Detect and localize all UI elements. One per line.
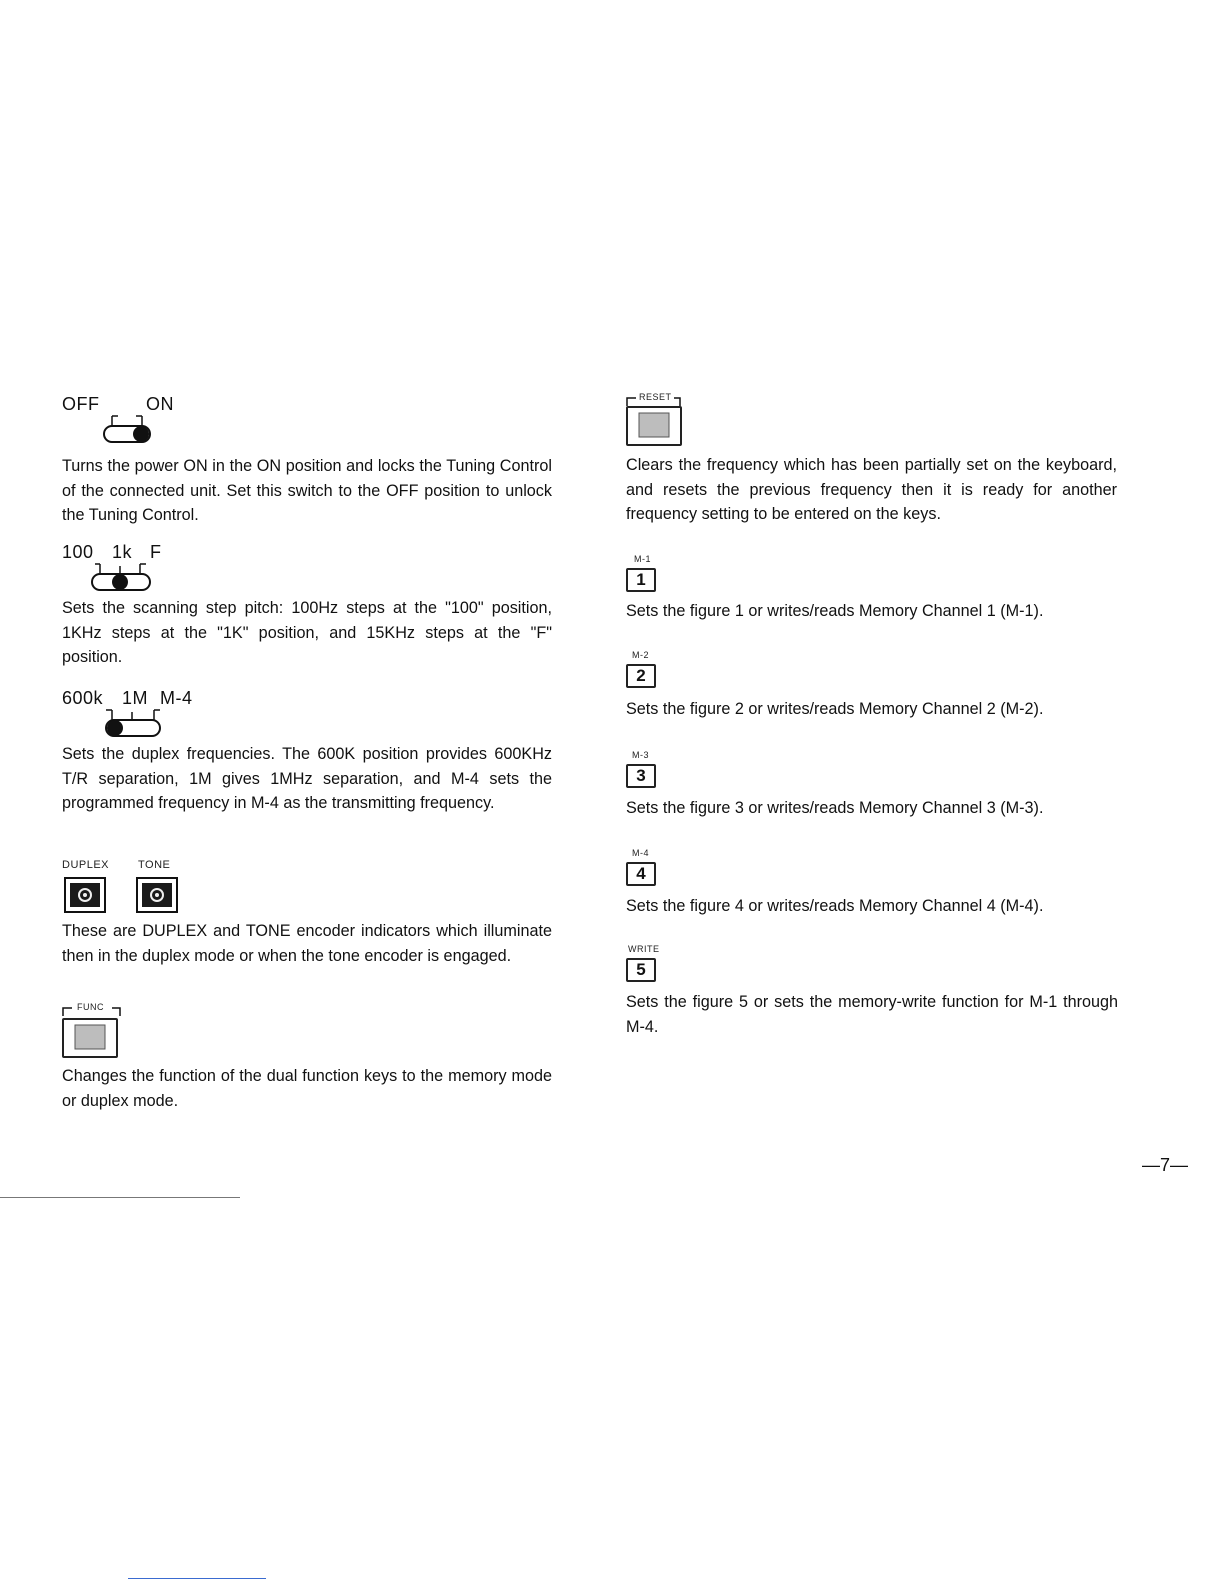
duplex-switch-section: [62, 688, 554, 812]
func-key[interactable]: [62, 1018, 118, 1058]
key-5-label: WRITE: [628, 944, 660, 954]
key-3-label: M-3: [632, 750, 649, 760]
key-4-label: M-4: [632, 848, 649, 858]
key-5[interactable]: 5: [626, 958, 656, 982]
key-5-description: Sets the figure 5 or sets the memory-write function for M-1 through M-4.: [626, 993, 1118, 1036]
step-switch-100-label: 100: [62, 542, 94, 562]
power-switch[interactable]: [62, 408, 182, 444]
key-4-description: Sets the figure 4 or writes/reads Memory Channel 4 (M-4).: [626, 897, 1044, 915]
duplex-switch-description: Sets the duplex frequencies. The 600K position provides 600KHz T/R separation, 1M gives 1MHz separation, and M-4 sets the programmed frequency in M-4 as the transmitting frequency.: [62, 745, 552, 812]
key-2-description: Sets the figure 2 or writes/reads Memory Channel 2 (M-2).: [626, 700, 1044, 718]
reset-key-description: Clears the frequency which has been partially set on the keyboard, and resets the previous frequency then it is ready for another frequency setting to be entered on the keys.: [626, 456, 1117, 523]
tone-indicator-lamp: [136, 877, 178, 913]
reset-key[interactable]: [626, 406, 682, 446]
duplex-indicator-lamp: [64, 877, 106, 913]
bottom-rule: [0, 1197, 240, 1198]
key-3-description: Sets the figure 3 or writes/reads Memory Channel 3 (M-3).: [626, 799, 1044, 817]
power-switch-off-label: OFF: [62, 394, 100, 414]
key-2[interactable]: 2: [626, 664, 656, 688]
key-1-label: M-1: [634, 554, 651, 564]
step-switch-description: Sets the scanning step pitch: 100Hz steps at the "100" position, 1KHz steps at the "1K" position, and 15KHz steps at the "F" position.: [62, 599, 552, 666]
duplex-switch-m4-label: M-4: [160, 688, 193, 708]
key-4[interactable]: 4: [626, 862, 656, 886]
tone-indicator-label: TONE: [138, 859, 171, 871]
key-1[interactable]: 1: [626, 568, 656, 592]
step-switch-1k-label: 1k: [112, 542, 133, 562]
duplex-switch[interactable]: [62, 702, 202, 738]
key-1-description: Sets the figure 1 or writes/reads Memory Channel 1 (M-1).: [626, 602, 1044, 620]
reset-key-label: RESET: [639, 392, 672, 402]
key-2-label: M-2: [632, 650, 649, 660]
indicators-description: These are DUPLEX and TONE encoder indicators which illuminate then in the duplex mode or when the tone encoder is engaged.: [62, 922, 552, 965]
step-switch[interactable]: [62, 556, 182, 592]
step-switch-section: [62, 542, 554, 666]
step-switch-f-label: F: [150, 542, 162, 562]
func-key-label: FUNC: [77, 1002, 104, 1012]
duplex-switch-1m-label: 1M: [122, 688, 149, 708]
key-3[interactable]: 3: [626, 764, 656, 788]
duplex-indicator-label: DUPLEX: [62, 859, 110, 871]
power-switch-section: [62, 394, 554, 524]
reset-key-pad: [628, 408, 680, 444]
page-number: —7—: [1142, 1155, 1189, 1175]
footer-rule: [128, 1578, 266, 1579]
power-switch-on-label: ON: [146, 394, 174, 414]
func-key-pad: [64, 1020, 116, 1056]
func-key-description: Changes the function of the dual function keys to the memory mode or duplex mode.: [62, 1067, 552, 1110]
duplex-switch-600k-label: 600k: [62, 688, 104, 708]
power-switch-description: Turns the power ON in the ON position and locks the Tuning Control of the connected unit. Set this switch to the OFF position to unlock the Tuning Control.: [62, 457, 552, 524]
